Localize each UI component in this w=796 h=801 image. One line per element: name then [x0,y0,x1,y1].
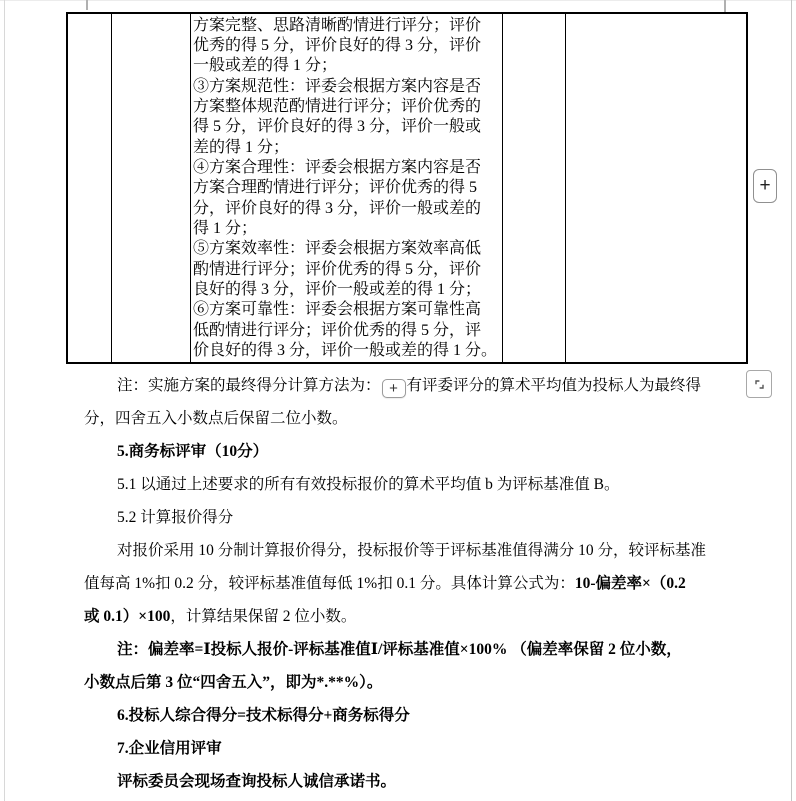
table-line: ⑥方案可靠性：评委会根据方案可靠性高 [193,301,482,319]
table-column-remnant-left [86,0,88,10]
note-text: 有评委评分的算术平均值为投标人为最终得 [406,377,702,394]
table-line: ④方案合理性：评委会根据方案内容是否 [193,158,482,176]
table-line: 分，评价良好的得 3 分，评价一般或差的 [193,199,482,217]
para-price-line1: 对报价采用 10 分制计算报价得分，投标报价等于评标基准值得满分 10 分，较评标基准 [117,542,707,559]
para-price-line2 [84,567,752,600]
table-line: ③方案规范性：评委会根据方案内容是否 [193,77,482,95]
table-line: 低酌情进行评分；评价优秀的得 5 分，评 [193,321,482,339]
table-line: 得 5 分，评价良好的得 3 分，评价一般或 [193,118,482,136]
table-col-divider [111,14,112,362]
para-7-credit-check: 评标委员会现场查询投标人诚信承诺书。 [117,773,397,790]
table-line: 良好的得 3 分，评价一般或差的得 1 分； [193,280,482,298]
table-line: 优秀的得 5 分，评价良好的得 3 分，评价 [193,36,482,54]
heading-5-commercial-bid: 5.商务标评审（10分） [117,443,269,460]
price-formula-bold: 10-偏差率×（0.2 [574,575,686,592]
note-final-score-line2: 分，四舍五入小数点后保留二位小数。 [84,410,348,427]
table-line: 得 1 分； [193,219,258,237]
price-text: ，计算结果保留 2 位小数。 [170,608,357,625]
evaluation-table [66,12,748,364]
expand-plus-button[interactable]: + [753,169,777,203]
table-line: ⑤方案效率性：评委会根据方案效率高低 [193,240,482,258]
price-text: 值每高 1%扣 0.2 分，较评标基准值每低 1%扣 0.1 分。具体计算公式为： [84,575,575,592]
para-5-2: 5.2 计算报价得分 [117,509,234,526]
para-5-1: 5.1 以通过上述要求的所有有效投标报价的算术平均值 b 为评标基准值 B。 [117,476,620,493]
table-line: 方案整体规范酌情进行评分；评价优秀的 [193,97,482,115]
document-body [84,369,752,798]
table-line: 方案合理酌情进行评分；评价优秀的得 5 [193,179,478,197]
table-col-divider [565,14,566,362]
para-price-line3 [84,600,752,633]
scoring-criteria-cell [193,16,499,362]
viewport-top-edge [0,0,796,1]
page-left-edge [4,0,5,801]
note-deviation-line2: 小数点后第 3 位“四舍五入”，即为*.**%）。 [84,674,383,691]
corner-brackets-icon [753,378,766,391]
note-text: 注：实施方案的最终得分计算方法为： [117,377,381,394]
table-line: 差的得 1 分； [193,138,290,156]
note-deviation-line1: 注：偏差率=Ⅰ投标人报价-评标基准值Ⅰ/评标基准值×100% （偏差率保留 2 位小数， [117,641,682,658]
table-line: 酌情进行评分；评价优秀的得 5 分，评价 [193,260,482,278]
table-line: 价良好的得 3 分，评价一般或差的得 1 分。 [193,342,498,359]
table-col-divider [502,14,503,362]
table-line: 方案完整、思路清晰酌情进行评分；评价 [193,16,482,34]
inline-plus-button[interactable]: + [382,379,406,398]
table-line: 一般或差的得 1 分； [193,57,338,75]
heading-7-credit-review: 7.企业信用评审 [117,740,222,757]
note-final-score-line1 [84,369,752,402]
heading-6-total-score: 6.投标人综合得分=技术标得分+商务标得分 [117,707,410,724]
table-col-divider [190,14,191,362]
page-right-edge [791,0,792,801]
price-formula-bold: 或 0.1）×100 [84,608,171,625]
table-column-remnant-right [724,0,726,12]
